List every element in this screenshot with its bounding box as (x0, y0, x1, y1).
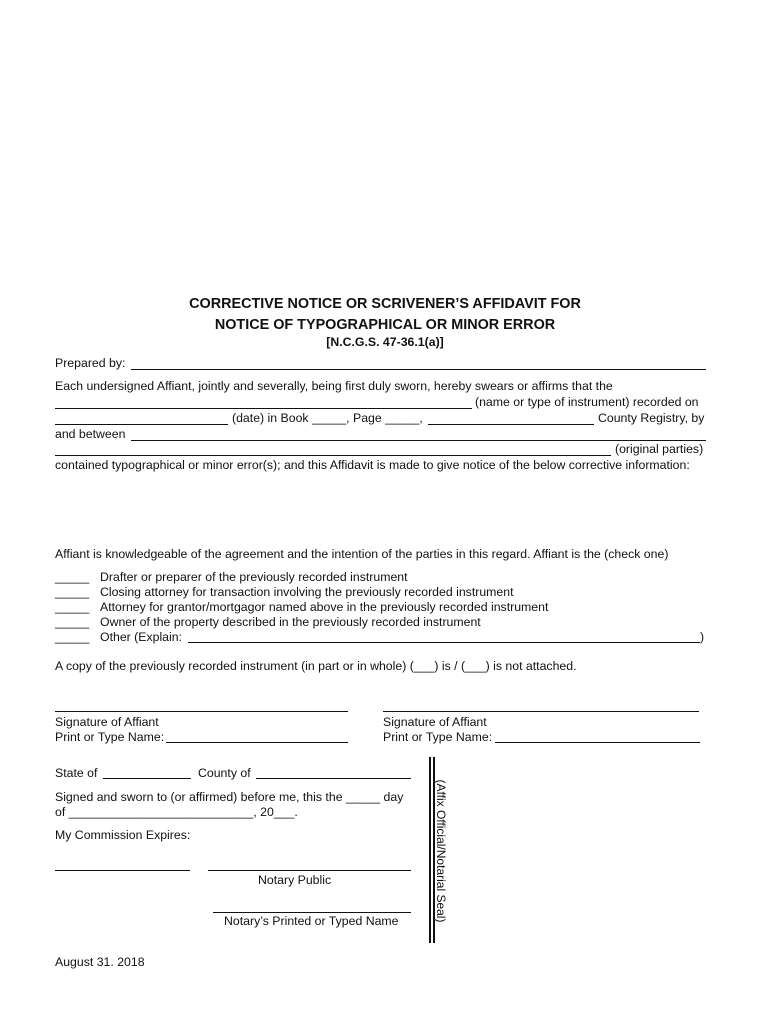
prepared-by-label: Prepared by: (55, 356, 126, 370)
book-page-label: (date) in Book _____, Page _____, (232, 411, 423, 425)
instrument-label: (name or type of instrument) recorded on (475, 395, 699, 409)
instrument-name-field[interactable] (55, 408, 472, 409)
check-blank[interactable]: _____ (55, 570, 90, 584)
notary-printed-name-line[interactable] (213, 912, 411, 913)
county-label: County of (198, 766, 251, 780)
option-closing-attorney: Closing attorney for transaction involving the previously recorded instrument (100, 585, 514, 599)
affiant-signature-label-right: Signature of Affiant (383, 715, 487, 729)
parties-field-2[interactable] (55, 455, 611, 456)
original-parties-label: (original parties) (615, 442, 704, 456)
form-revision-date: August 31. 2018 (55, 955, 145, 969)
notarial-seal-label: (Affix Official/Notarial Seal) (434, 779, 449, 923)
commission-expires-field[interactable] (55, 870, 190, 871)
option-other: Other (Explain: (100, 630, 183, 644)
sworn-line1: Signed and sworn to (or affirmed) before me, this the _____ day (55, 790, 404, 804)
affiant-print-field-left[interactable] (166, 742, 348, 743)
notary-printed-name-label: Notary’s Printed or Typed Name (224, 914, 399, 928)
other-close-paren: ) (700, 630, 705, 644)
check-blank[interactable]: _____ (55, 630, 90, 644)
other-explain-field[interactable] (188, 642, 700, 643)
recital-line6: contained typographical or minor error(s); and this Affidavit is made to give notice of the below corrective information: (55, 458, 690, 472)
knowledge-statement: Affiant is knowledgeable of the agreement and the intention of the parties in this regard. Affiant is the (check one) (55, 547, 669, 561)
county-field[interactable] (428, 424, 594, 425)
affiant-signature-line-left[interactable] (55, 711, 348, 712)
affiant-print-label-left: Print or Type Name: (55, 730, 165, 744)
registry-label: County Registry, by (598, 411, 705, 425)
parties-field-1[interactable] (131, 440, 706, 441)
commission-expires-label: My Commission Expires: (55, 828, 191, 842)
between-label: and between (55, 427, 126, 441)
check-blank[interactable]: _____ (55, 615, 90, 629)
option-grantor-attorney: Attorney for grantor/mortgagor named above in the previously recorded instrument (100, 600, 549, 614)
option-drafter: Drafter or preparer of the previously recorded instrument (100, 570, 408, 584)
check-blank[interactable]: _____ (55, 600, 90, 614)
affiant-print-field-right[interactable] (495, 742, 700, 743)
affiant-signature-label-left: Signature of Affiant (55, 715, 159, 729)
copy-attached-line: A copy of the previously recorded instrument (in part or in whole) (___) is / (___) is not attached. (55, 659, 577, 673)
recital-line1: Each undersigned Affiant, jointly and severally, being first duly sworn, hereby swears or affirms that the (55, 379, 613, 393)
statute-reference: [N.C.G.S. 47-36.1(a)] (326, 335, 444, 349)
notary-county-field[interactable] (256, 778, 411, 779)
state-field[interactable] (103, 778, 191, 779)
form-title-line2: NOTICE OF TYPOGRAPHICAL OR MINOR ERROR (214, 317, 556, 333)
notary-public-label: Notary Public (258, 873, 332, 887)
seal-divider-line (429, 757, 431, 943)
form-title-line1: CORRECTIVE NOTICE OR SCRIVENER’S AFFIDAVIT FOR (189, 296, 581, 312)
recorded-date-field[interactable] (55, 424, 228, 425)
state-label: State of (55, 766, 98, 780)
option-owner: Owner of the property described in the previously recorded instrument (100, 615, 481, 629)
notary-signature-line[interactable] (208, 870, 411, 871)
affiant-signature-line-right[interactable] (383, 711, 699, 712)
affiant-print-label-right: Print or Type Name: (383, 730, 493, 744)
check-blank[interactable]: _____ (55, 585, 90, 599)
sworn-line2: of ___________________________, 20___. (55, 805, 298, 819)
prepared-by-field[interactable] (131, 369, 706, 370)
